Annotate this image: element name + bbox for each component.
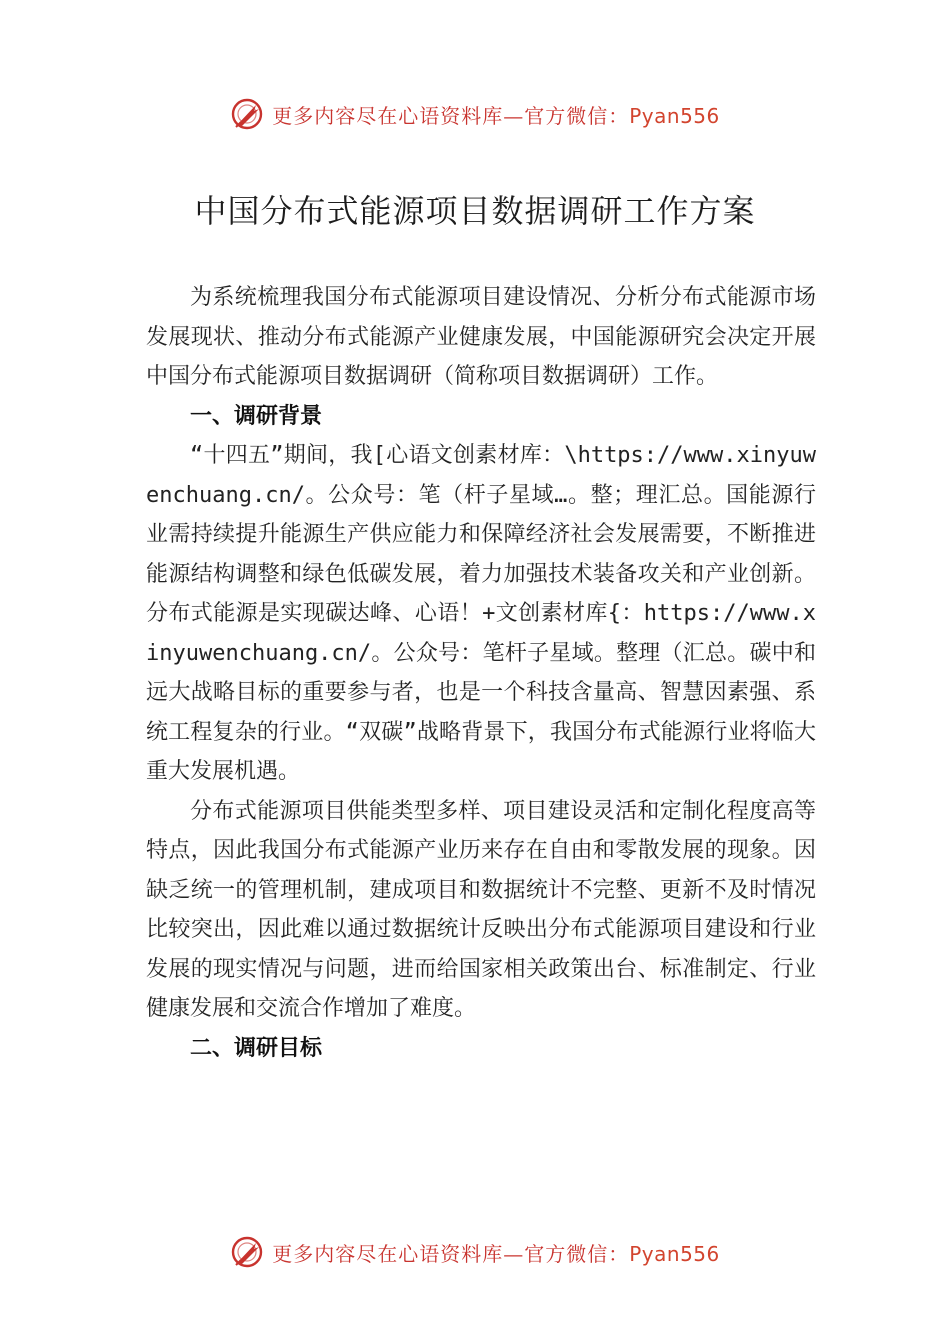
quill-seal-icon xyxy=(230,1235,264,1269)
header-watermark xyxy=(0,92,950,136)
watermark-text: 更多内容尽在心语资料库—官方微信： xyxy=(272,103,630,128)
quill-seal-icon xyxy=(230,97,264,131)
watermark-handle: Pyan556 xyxy=(629,1241,720,1266)
watermark-handle: Pyan556 xyxy=(629,103,720,128)
section-heading-background: 一、调研背景 xyxy=(190,403,323,429)
intro-paragraph: 为系统梳理我国分布式能源项目建设情况、分析分布式能源市场发展现状、推动分布式能源产业健康发展，中国能源研究会决定开展中国分布式能源项目数据调研（简称项目数据调研）工作。 xyxy=(146,285,816,389)
background-paragraph-2: 分布式能源项目供能类型多样、项目建设灵活和定制化程度高等特点，因此我国分布式能源产业历来存在自由和零散发展的现象。因缺乏统一的管理机制，建成项目和数据统计不完整、更新不及时情况比较突出，因此难以通过数据统计反映出分布式能源项目建设和行业发展的现实情况与问题，进而给国家相关政策出台、标准制定、行业健康发展和交流合作增加了难度。 xyxy=(146,798,816,1021)
section-heading-goals: 二、调研目标 xyxy=(190,1035,323,1061)
background-paragraph-1: “十四五”期间，我[心语文创素材库：\https://www.xinyuwenchuang.cn/。公众号：笔（杆子星域…。整；理汇总。国能源行业需持续提升能源生产供应能力和保障经济社会发展需要，不断推进能源结构调整和绿色低碳发展，着力加强技术装备攻关和产业创新。分布式能源是实现碳达峰、心语！+文创素材库{：https://www.xinyuwenchuang.cn/。公众号：笔杆子星域。整理（汇总。碳中和远大战略目标的重要参与者，也是一个科技含量高、智慧因素强、系统工程复杂的行业。“双碳”战略背景下，我国分布式能源行业将临大重大发展机遇。 xyxy=(146,443,816,784)
document-body xyxy=(146,278,816,1068)
footer-watermark xyxy=(0,1230,950,1274)
document-title: 中国分布式能源项目数据调研工作方案 xyxy=(194,192,756,230)
watermark-text: 更多内容尽在心语资料库—官方微信： xyxy=(272,1241,630,1266)
